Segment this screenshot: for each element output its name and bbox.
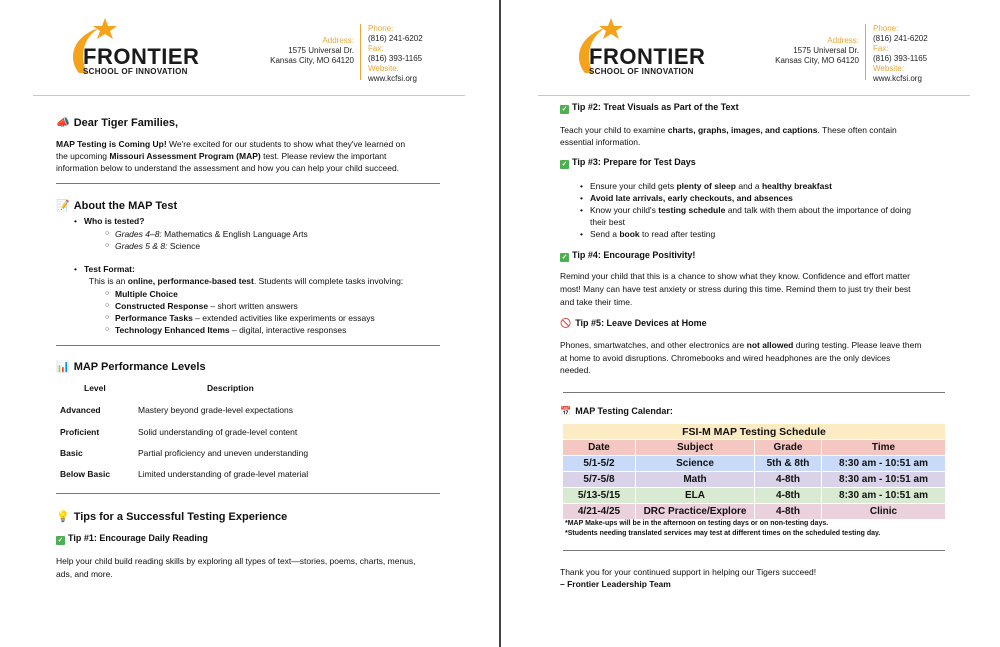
calendar-heading: 📅 MAP Testing Calendar: [560,406,673,416]
schedule-cell: Clinic [822,504,946,520]
schedule-cell: 8:30 am - 10:51 am [822,472,946,488]
header-separator [865,24,866,80]
tip5-text-1: Phones, smartwatches, and other electronics are not allowed during testing. Please leave them [560,340,922,350]
who-tested-label: • Who is tested? [84,215,144,227]
levels-col-desc: Description [207,383,254,393]
schedule-cell: 4-8th [755,488,822,504]
school-logo [65,18,205,78]
closing-line: Thank you for your continued support in helping our Tigers succeed! [560,567,817,577]
address-line1: 1575 Universal Dr. [793,46,859,55]
school-logo [571,18,711,78]
schedule-cell: 4/21-4/25 [563,504,636,520]
header-rule [33,95,465,96]
header-rule [538,95,970,96]
tip3-bullet: • Send a book to read after testing [590,228,715,240]
section-divider [563,550,945,551]
address-block [262,36,354,66]
tip2-text-2: essential information. [560,137,641,147]
tip2-heading: ✓ Tip #2: Treat Visuals as Part of the Text [561,102,739,113]
intro-line-1: MAP Testing is Coming Up! We're excited for our students to show what they've learned on [56,139,406,149]
format-item: ○ Multiple Choice [115,288,178,300]
test-format-label: • Test Format: [84,263,135,275]
lightbulb-icon: 💡 [56,511,70,523]
school-name: FRONTIER [83,44,200,69]
contact-block [368,24,423,84]
tip1-heading: ✓ Tip #1: Encourage Daily Reading [57,533,208,544]
document-page-2 [503,0,1000,647]
level-name: Proficient [60,427,100,437]
schedule-row [563,488,946,504]
fax-label: Fax: [873,44,889,53]
checkmark-icon: ✓ [561,106,568,113]
schedule-note-2: *Students needing translated services may test at different times on the scheduled testing day. [565,530,881,537]
website-link[interactable]: www.kcfsi.org [873,74,922,83]
address-label: Address: [827,36,859,45]
website-label: Website: [368,64,399,73]
test-format-desc: This is an online, performance-based test. Students will complete tasks involving: [89,276,404,286]
schedule-header: Date [563,440,636,456]
phone-number: (816) 241-6202 [873,34,928,43]
tip5-text-3: needed. [560,365,591,375]
fax-number: (816) 393-1165 [873,54,928,63]
testing-schedule-table [562,423,946,520]
contact-block [873,24,928,84]
school-subtitle: SCHOOL OF INNOVATION [589,67,694,76]
tips-heading: 💡 Tips for a Successful Testing Experience [56,511,288,523]
address-line2: Kansas City, MO 64120 [775,56,859,65]
page-divider-line [499,0,501,647]
phone-label: Phone: [873,24,899,33]
schedule-cell: 4-8th [755,504,822,520]
schedule-cell: 5/7-5/8 [563,472,636,488]
bar-chart-icon: 📊 [56,361,70,373]
schedule-note-1: *MAP Make-ups will be in the afternoon on testing days or on non-testing days. [565,520,829,527]
levels-heading: 📊 MAP Performance Levels [56,361,206,373]
tip4-text-1: Remind your child that this is a chance to show what they know. Confidence and effort matter [560,271,910,281]
tip4-text-3: and take their time. [560,297,633,307]
checkmark-icon: ✓ [561,161,568,168]
school-subtitle: SCHOOL OF INNOVATION [83,67,188,76]
tip3-bullet-cont: their best [590,217,625,227]
level-name: Basic [60,448,83,458]
phone-number: (816) 241-6202 [368,34,423,43]
megaphone-icon: 📣 [56,117,70,129]
section-divider [56,345,440,346]
schedule-cell: Science [636,456,755,472]
level-name: Below Basic [60,469,111,479]
schedule-row [563,456,946,472]
tip4-heading: ✓ Tip #4: Encourage Positivity! [561,250,696,261]
tip2-text-1: Teach your child to examine charts, graphs, images, and captions. These often contain [560,125,897,135]
schedule-cell: 8:30 am - 10:51 am [822,456,946,472]
checkmark-icon: ✓ [57,537,64,544]
format-item: ○ Technology Enhanced Items – digital, interactive responses [115,324,346,336]
checkmark-icon: ✓ [561,254,568,261]
schedule-header: Time [822,440,946,456]
memo-icon: 📝 [56,200,70,212]
schedule-title: FSI-M MAP Testing Schedule [563,424,946,440]
level-desc: Limited understanding of grade-level material [138,469,309,479]
intro-line-2: the upcoming Missouri Assessment Program (MAP) test. Please review the important [56,151,387,161]
signature: – Frontier Leadership Team [560,579,671,589]
tip1-text-2: ads, and more. [56,569,113,579]
schedule-cell: 5th & 8th [755,456,822,472]
tip4-text-2: most! Many can have test anxiety or stress during this time. Remind them to just try their best [560,284,911,294]
tip3-bullet: • Avoid late arrivals, early checkouts, and absences [590,192,793,204]
no-entry-icon: 🚫 [560,318,572,328]
website-label: Website: [873,64,904,73]
schedule-row [563,472,946,488]
about-heading: 📝 About the MAP Test [56,200,178,212]
calendar-icon: 📅 [560,406,572,416]
levels-col-level: Level [84,383,106,393]
tip3-heading: ✓ Tip #3: Prepare for Test Days [561,157,696,168]
fax-number: (816) 393-1165 [368,54,423,63]
section-divider [56,493,440,494]
intro-line-3: information below to understand the assessment and how you can help your child succeed. [56,163,400,173]
section-divider [56,183,440,184]
section-divider [563,392,945,393]
address-block [767,36,859,66]
level-desc: Partial proficiency and uneven understanding [138,448,309,458]
tip1-text-1: Help your child build reading skills by exploring all types of text—stories, poems, charts, menus, [56,556,416,566]
address-line1: 1575 Universal Dr. [288,46,354,55]
tip3-bullet: • Know your child's testing schedule and talk with them about the importance of doing [590,204,911,216]
format-item: ○ Performance Tasks – extended activities like experiments or essays [115,312,375,324]
level-desc: Solid understanding of grade-level content [138,427,298,437]
schedule-cell: Math [636,472,755,488]
tip5-heading: 🚫 Tip #5: Leave Devices at Home [560,318,707,328]
schedule-cell: ELA [636,488,755,504]
school-name: FRONTIER [589,44,706,69]
schedule-cell: 8:30 am - 10:51 am [822,488,946,504]
schedule-cell: 5/1-5/2 [563,456,636,472]
fax-label: Fax: [368,44,384,53]
format-item: ○ Constructed Response – short written answers [115,300,298,312]
schedule-cell: 5/13-5/15 [563,488,636,504]
tip3-bullet: • Ensure your child gets plenty of sleep and a healthy breakfast [590,180,832,192]
schedule-cell: 4-8th [755,472,822,488]
grades-item-2: ○ Grades 5 & 8: Science [115,240,200,252]
website-link[interactable]: www.kcfsi.org [368,74,417,83]
schedule-row [563,504,946,520]
address-line2: Kansas City, MO 64120 [270,56,354,65]
level-desc: Mastery beyond grade-level expectations [138,405,293,415]
address-label: Address: [322,36,354,45]
greeting-heading: 📣 Dear Tiger Families, [56,117,179,129]
schedule-cell: DRC Practice/Explore [636,504,755,520]
document-page-1 [0,0,497,647]
grades-item-1: ○ Grades 4–8: Mathematics & English Language Arts [115,228,308,240]
header-separator [360,24,361,80]
phone-label: Phone: [368,24,394,33]
level-name: Advanced [60,405,101,415]
tip5-text-2: at home to avoid disruptions. Chromebooks and wired headphones are the only devices [560,353,891,363]
schedule-header: Grade [755,440,822,456]
schedule-header: Subject [636,440,755,456]
